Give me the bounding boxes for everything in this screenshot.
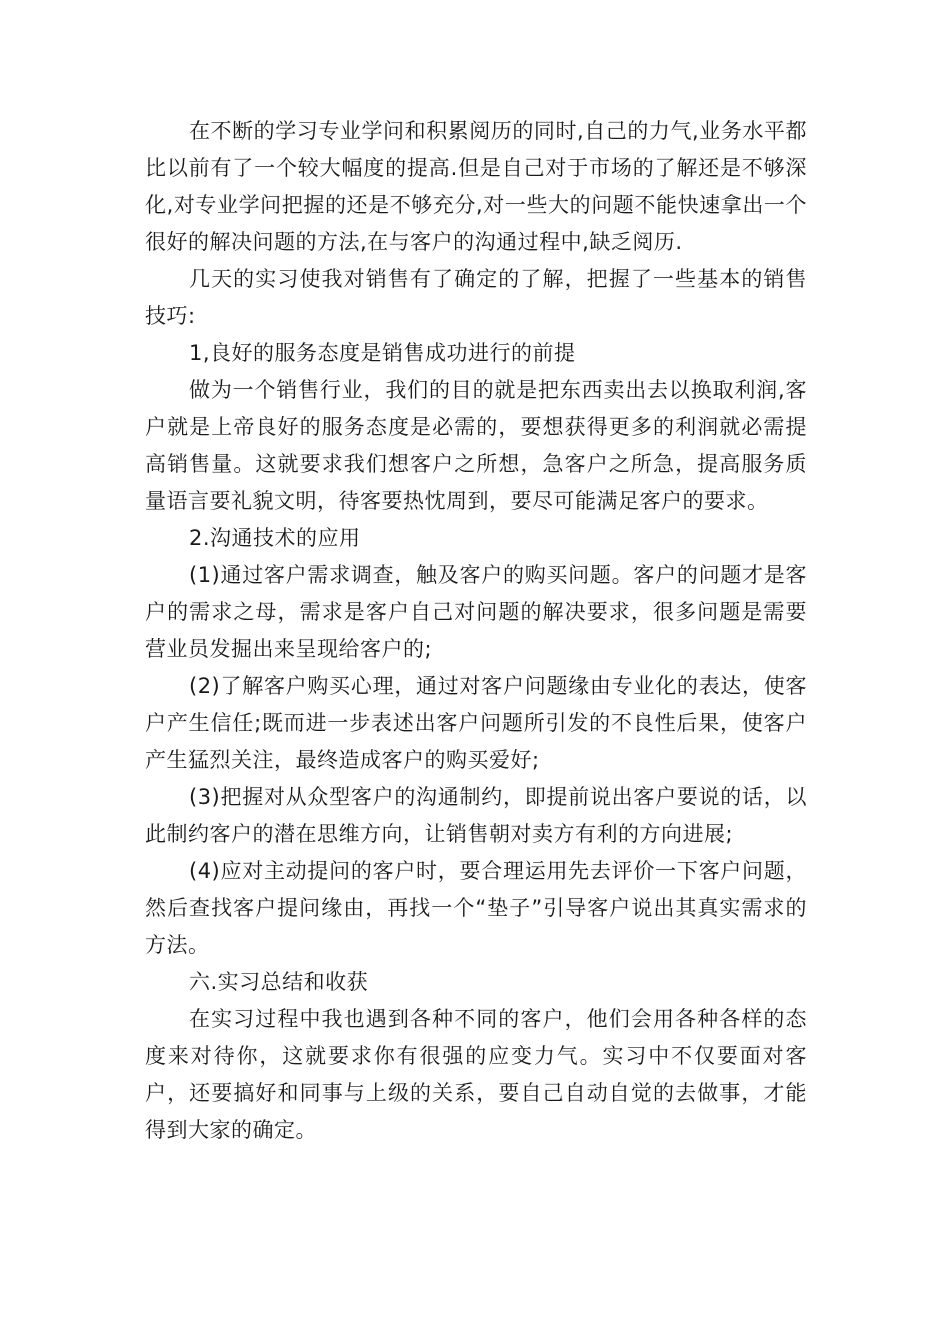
heading-service-attitude: 1,良好的服务态度是销售成功进行的前提 [189, 341, 576, 365]
paragraph-sales-skills-intro: 几天的实习使我对销售有了确定的了解，把握了一些基本的销售技巧: [145, 267, 807, 328]
list-item-communication-3: (3)把握对从众型客户的沟通制约，即提前说出客户要说的话，以此制约客户的潜在思维方向，让销售朝对卖方有利的方向进展; [145, 785, 807, 846]
document-body [145, 113, 807, 1149]
list-item-communication-4: (4)应对主动提问的客户时，要合理运用先去评价一下客户问题，然后查找客户提问缘由，再找一个“垫子”引导客户说出其真实需求的方法。 [145, 859, 807, 957]
paragraph-summary: 在实习过程中我也遇到各种不同的客户，他们会用各种各样的态度来对待你，这就要求你有很强的应变力气。实习中不仅要面对客户，还要搞好和同事与上级的关系，要自己自动自觉的去做事，才能得到大家的确定。 [145, 1007, 807, 1142]
paragraph-self-assessment: 在不断的学习专业学问和积累阅历的同时,自己的力气,业务水平都比以前有了一个较大幅度的提高.但是自己对于市场的了解还是不够深化,对专业学问把握的还是不够充分,对一些大的问题不能快速拿出一个很好的解决问题的方法,在与客户的沟通过程中,缺乏阅历. [145, 119, 807, 254]
heading-summary: 六.实习总结和收获 [189, 970, 369, 994]
heading-communication-skills: 2.沟通技术的应用 [189, 526, 361, 550]
list-item-communication-2: (2)了解客户购买心理，通过对客户问题缘由专业化的表达，使客户产生信任;既而进一步表述出客户问题所引发的不良性后果，使客户产生猛烈关注，最终造成客户的购买爱好; [145, 674, 807, 772]
paragraph-service-attitude: 做为一个销售行业，我们的目的就是把东西卖出去以换取利润,客户就是上帝良好的服务态度是必需的，要想获得更多的利润就必需提高销售量。这就要求我们想客户之所想，急客户之所急，提高服务质量语言要礼貌文明，待客要热忱周到，要尽可能满足客户的要求。 [145, 378, 807, 513]
list-item-communication-1: (1)通过客户需求调查，触及客户的购买问题。客户的问题才是客户的需求之母，需求是客户自己对问题的解决要求，很多问题是需要营业员发掘出来呈现给客户的; [145, 563, 807, 661]
